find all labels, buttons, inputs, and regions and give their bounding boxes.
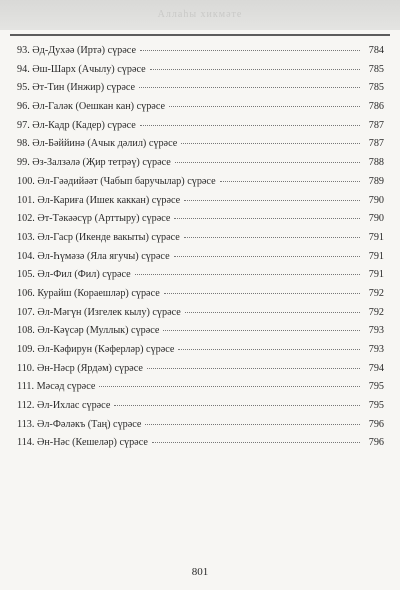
toc-entry-title: 106. Курайш (Кораешләр) сүрәсе <box>17 287 160 299</box>
toc-entry <box>17 138 384 157</box>
toc-entry <box>17 195 384 214</box>
toc-entry-page: 788 <box>368 157 384 169</box>
table-of-contents <box>17 45 384 456</box>
toc-entry <box>17 307 384 326</box>
toc-entry-title: 100. Әл-Гәәдийәәт (Чабып баручылар) сүрәсе <box>17 175 216 187</box>
dot-leader <box>135 273 360 275</box>
toc-entry <box>17 400 384 419</box>
toc-entry-page: 795 <box>368 381 384 393</box>
toc-entry <box>17 344 384 363</box>
toc-entry-page: 785 <box>368 63 384 75</box>
toc-entry <box>17 419 384 438</box>
toc-entry-title: 97. Әл-Кадр (Кадер) сүрәсе <box>17 119 136 131</box>
toc-entry-title: 111. Мәсәд сүрәсе <box>17 381 96 393</box>
toc-entry-title: 95. Әт-Тин (Инжир) сүрәсе <box>17 82 136 94</box>
dot-leader <box>184 199 360 201</box>
dot-leader <box>145 423 360 425</box>
toc-entry-page: 796 <box>368 418 384 430</box>
page-header <box>0 0 400 30</box>
dot-leader <box>150 68 360 70</box>
toc-entry <box>17 363 384 382</box>
toc-entry <box>17 232 384 251</box>
toc-entry-page: 795 <box>368 400 384 412</box>
toc-entry-page: 793 <box>368 325 384 337</box>
toc-entry <box>17 269 384 288</box>
dot-leader <box>178 348 360 350</box>
toc-entry-page: 790 <box>368 213 384 225</box>
dot-leader <box>114 404 360 406</box>
toc-entry-title: 112. Әл-Ихлас сүрәсе <box>17 400 111 412</box>
toc-entry <box>17 325 384 344</box>
toc-entry-page: 791 <box>368 231 384 243</box>
dot-leader <box>169 105 360 107</box>
toc-entry-page: 787 <box>368 119 384 131</box>
toc-entry-page: 791 <box>368 269 384 281</box>
toc-entry-title: 93. Әд-Духәә (Иртә) сүрәсе <box>17 45 136 56</box>
dot-leader <box>174 255 360 257</box>
toc-entry-page: 787 <box>368 138 384 150</box>
dot-leader <box>152 441 360 443</box>
dot-leader <box>139 86 360 88</box>
dot-leader <box>220 180 360 182</box>
toc-entry-title: 114. Ән-Нәс (Кешеләр) сүрәсе <box>17 437 148 449</box>
toc-entry-title: 105. Әл-Фил (Фил) сүрәсе <box>17 269 131 281</box>
dot-leader <box>140 124 360 126</box>
toc-entry <box>17 176 384 195</box>
toc-entry-title: 99. Әз-Залзәлә (Җир тетрәү) сүрәсе <box>17 157 171 169</box>
toc-entry <box>17 157 384 176</box>
running-title: Аллаһы хикмәте <box>157 9 243 20</box>
dot-leader <box>164 292 360 294</box>
toc-entry-page: 784 <box>368 45 384 56</box>
dot-leader <box>174 217 360 219</box>
toc-entry <box>17 64 384 83</box>
toc-entry <box>17 45 384 64</box>
toc-entry-title: 109. Әл-Кәфирун (Кәферләр) сүрәсе <box>17 344 175 355</box>
toc-entry-page: 789 <box>368 175 384 187</box>
toc-entry <box>17 251 384 270</box>
dot-leader <box>163 329 360 331</box>
toc-entry <box>17 101 384 120</box>
toc-entry-page: 792 <box>368 306 384 318</box>
dot-leader <box>181 142 360 144</box>
toc-entry-title: 94. Әш-Шарх (Ачылу) сүрәсе <box>17 63 146 75</box>
toc-entry-title: 104. Әл-Һүмәзә (Яла ягучы) сүрәсе <box>17 250 170 262</box>
toc-entry-title: 96. Әл-Галәк (Оешкан кан) сүрәсе <box>17 101 166 113</box>
page-number: 801 <box>191 566 209 578</box>
dot-leader <box>147 367 360 369</box>
toc-entry <box>17 82 384 101</box>
dot-leader <box>140 49 360 51</box>
toc-entry-title: 113. Әл-Фәләкъ (Таң) сүрәсе <box>17 418 142 430</box>
dot-leader <box>185 311 360 313</box>
toc-entry-page: 786 <box>368 101 384 113</box>
toc-entry-title: 103. Әл-Гаср (Икенде вакыты) сүрәсе <box>17 231 180 243</box>
toc-entry <box>17 213 384 232</box>
toc-entry <box>17 437 384 456</box>
dot-leader <box>175 161 360 163</box>
toc-entry-page: 785 <box>368 82 384 94</box>
toc-entry <box>17 120 384 139</box>
toc-entry-title: 102. Әт-Тәкәәсүр (Арттыру) сүрәсе <box>17 213 171 225</box>
toc-entry-page: 796 <box>368 437 384 449</box>
toc-entry-page: 793 <box>368 344 384 355</box>
toc-entry <box>17 381 384 400</box>
header-divider <box>10 34 390 36</box>
dot-leader <box>99 385 360 387</box>
toc-entry-page: 792 <box>368 287 384 299</box>
toc-entry-title: 98. Әл-Бәййинә (Ачык дәлил) сүрәсе <box>17 138 178 150</box>
toc-entry-title: 101. Әл-Кариға (Ишек каккан) сүрәсе <box>17 194 181 206</box>
toc-entry-page: 790 <box>368 194 384 206</box>
toc-entry-title: 110. Ән-Нәср (Ярдәм) сүрәсе <box>17 362 143 374</box>
toc-entry-page: 794 <box>368 362 384 374</box>
toc-entry <box>17 288 384 307</box>
toc-entry-page: 791 <box>368 250 384 262</box>
toc-entry-title: 107. Әл-Мәгүн (Изгелек кылу) сүрәсе <box>17 306 181 318</box>
toc-entry-title: 108. Әл-Кәүсәр (Муллык) сүрәсе <box>17 325 160 337</box>
dot-leader <box>184 236 360 238</box>
